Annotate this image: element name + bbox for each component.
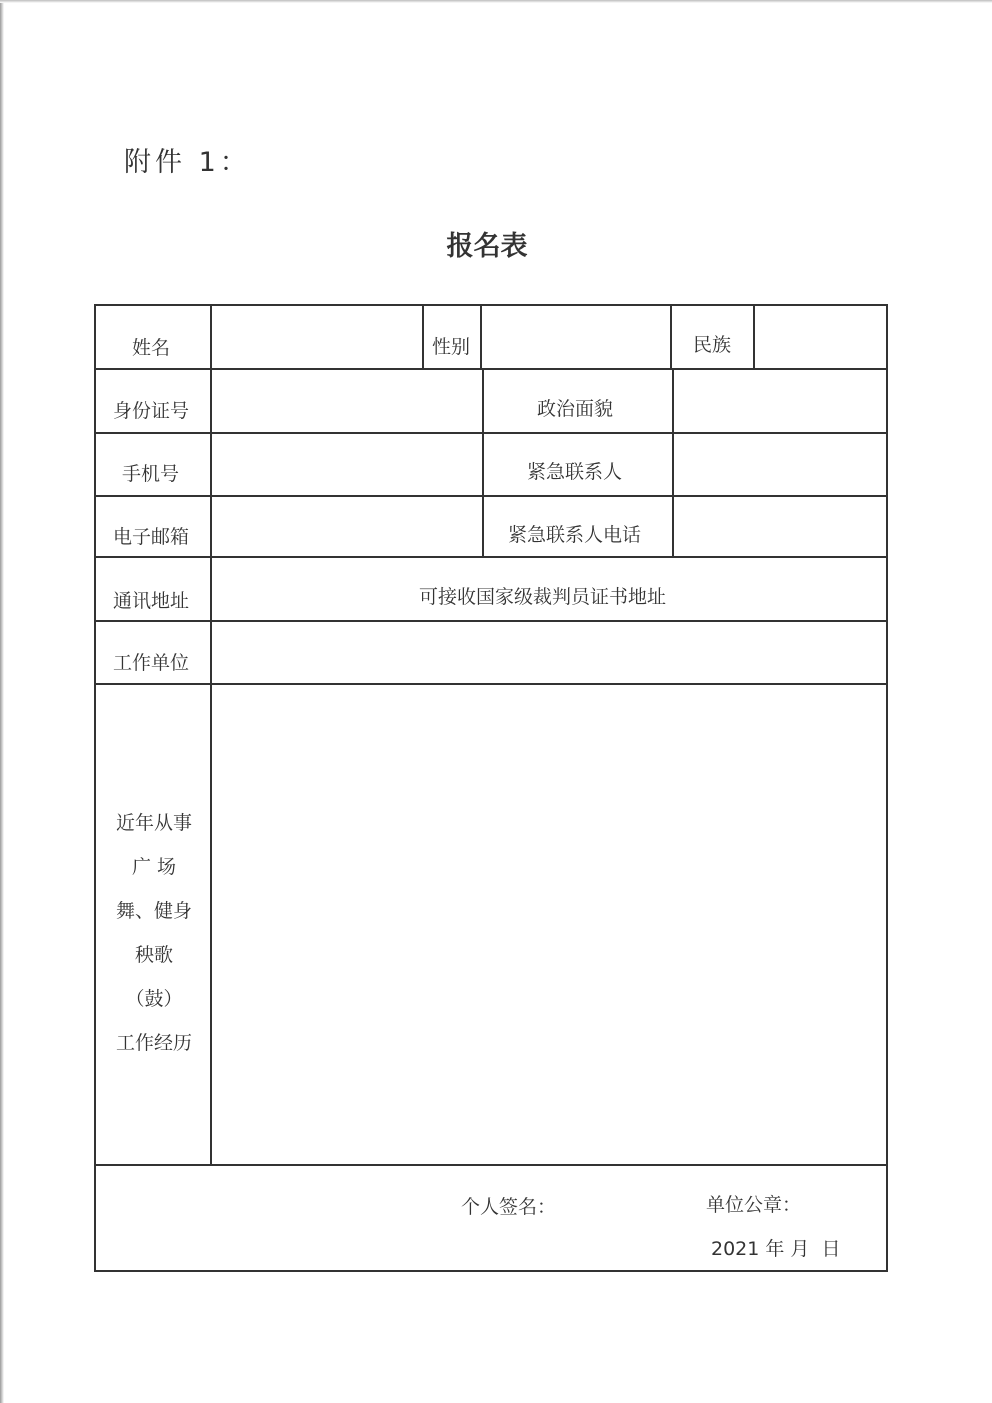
table-border-right [886,304,888,1272]
email-input-cell[interactable] [212,497,482,556]
name-label: 姓名 [132,337,171,359]
experience-label-line: 广 场 [131,856,177,878]
experience-label-line: 工作经历 [115,1032,192,1054]
address-label: 通讯地址 [113,590,190,612]
gender-label: 性别 [432,336,471,358]
phone-input-cell[interactable] [212,434,482,495]
experience-label-line: （鼓） [125,988,183,1010]
row-divider-7 [94,1164,888,1166]
experience-label-line: 秧歌 [134,944,173,966]
experience-label-line: 舞、健身 [115,900,192,922]
page-edge-shadow [0,0,4,1403]
attachment-label: 附件 1： [124,147,251,178]
political-status-label: 政治面貌 [537,398,614,420]
email-label: 电子邮箱 [113,526,190,548]
table-border-bottom [94,1270,888,1272]
date-line: 2021 年 月 日 [711,1238,841,1260]
employer-label: 工作单位 [113,652,190,674]
table-border-left [94,304,96,1272]
employer-input-cell[interactable] [212,622,886,683]
address-note: 可接收国家级裁判员证书地址 [419,586,667,608]
experience-label-line: 近年从事 [115,812,192,834]
experience-label [96,801,212,1065]
emergency-contact-input-cell[interactable] [674,434,886,495]
emergency-phone-label: 紧急联系人电话 [508,524,642,546]
ethnicity-input-cell[interactable] [755,306,886,368]
page-top-shadow [0,0,992,3]
name-input-cell[interactable] [212,306,422,368]
ethnicity-label: 民族 [693,334,732,356]
unit-seal-label: 单位公章： [706,1194,802,1216]
experience-input-area[interactable] [212,685,886,1164]
row1-divider-a [422,304,424,370]
gender-input-cell[interactable] [482,306,670,368]
political-status-input-cell[interactable] [674,370,886,432]
form-title: 报名表 [446,231,528,262]
emergency-contact-label: 紧急联系人 [527,461,623,483]
signature-label: 个人签名： [461,1196,557,1218]
rows2-4-divider-a [482,368,484,558]
emergency-phone-input-cell[interactable] [674,497,886,556]
id-number-input-cell[interactable] [212,370,482,432]
row1-divider-c [670,304,672,370]
id-number-label: 身份证号 [113,400,190,422]
registration-form-table [94,304,888,1272]
phone-label: 手机号 [122,463,180,485]
row-divider-4 [94,556,888,558]
